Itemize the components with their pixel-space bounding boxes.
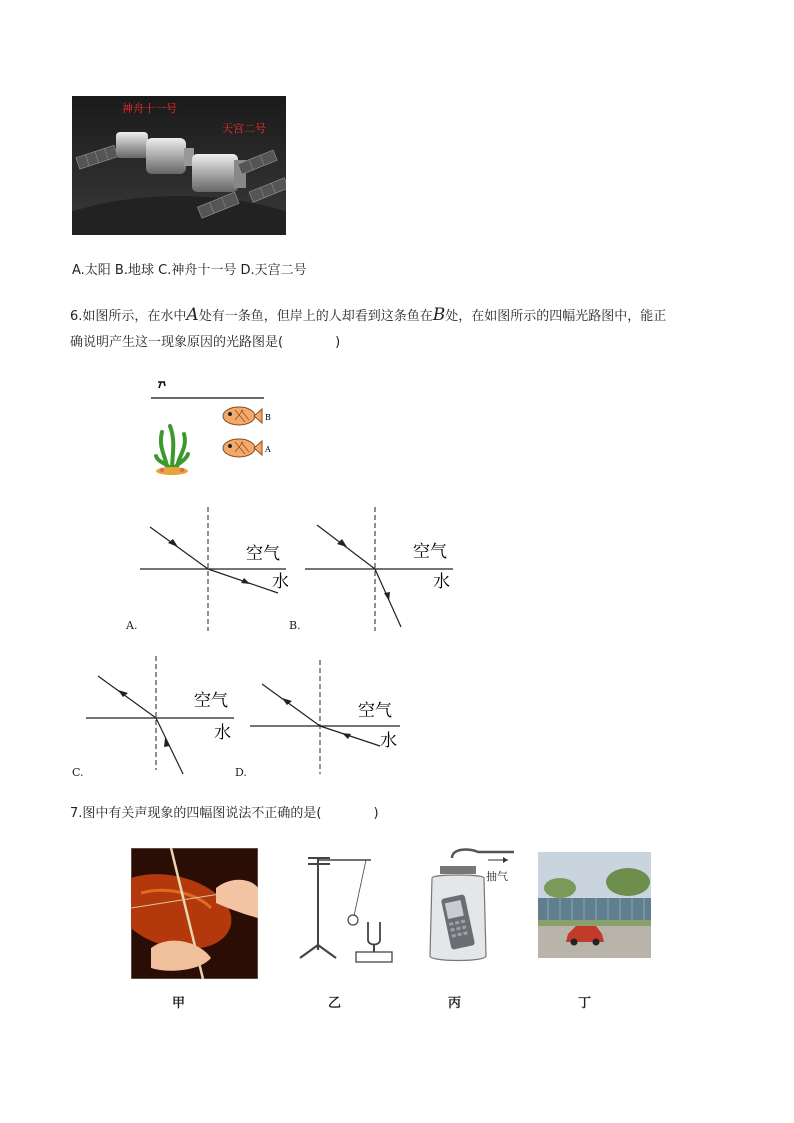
fish-b-marker: B bbox=[265, 413, 271, 422]
noise-barrier-photo bbox=[538, 852, 651, 958]
diagram-d-water-label: 水 bbox=[380, 731, 397, 751]
diagram-c-air-label: 空气 bbox=[194, 691, 228, 711]
tiangong-label: 天宫二号 bbox=[222, 122, 266, 135]
diagram-c-option: C. bbox=[72, 766, 84, 779]
bell-jar-phone-figure bbox=[418, 848, 520, 966]
caption-jia: 甲 bbox=[172, 996, 186, 1011]
q6-stem-line1 bbox=[70, 305, 666, 327]
eye-icon bbox=[158, 382, 165, 388]
q6-var-a: A bbox=[186, 305, 199, 325]
diagram-c-water-label: 水 bbox=[214, 723, 231, 743]
diagram-b-water-label: 水 bbox=[433, 572, 450, 592]
fish-a-icon bbox=[223, 439, 262, 457]
tuning-fork-figure bbox=[296, 850, 396, 970]
light-path-diagram-d bbox=[250, 660, 402, 776]
diagram-d-air-label: 空气 bbox=[358, 701, 392, 721]
fish-b-icon bbox=[223, 407, 262, 425]
spacecraft-docking-photo bbox=[72, 96, 286, 235]
q6-stem-part2: 处有一条鱼，但岸上的人却看到这条鱼在 bbox=[198, 309, 433, 324]
violin-photo bbox=[131, 848, 258, 979]
q7-stem: 7.图中有关声现象的四幅图说法不正确的是( ) bbox=[70, 806, 379, 821]
pump-out-label: 抽气 bbox=[486, 870, 508, 883]
fish-a-marker: A bbox=[265, 445, 271, 454]
water-plant-icon bbox=[156, 426, 188, 475]
q6-stem-line2: 确说明产生这一现象原因的光路图是( ) bbox=[70, 335, 341, 350]
diagram-d-option: D. bbox=[235, 766, 247, 779]
q6-stem-part3: 处，在如图所示的四幅光路图中，能正 bbox=[445, 309, 667, 324]
light-path-diagram-a bbox=[138, 505, 288, 633]
q5-options: A.太阳 B.地球 C.神舟十一号 D.天宫二号 bbox=[72, 263, 307, 278]
light-path-diagram-c bbox=[86, 656, 236, 774]
caption-bing: 丙 bbox=[448, 996, 462, 1011]
diagram-a-water-label: 水 bbox=[272, 572, 288, 592]
diagram-b-air-label: 空气 bbox=[413, 542, 447, 562]
caption-yi: 乙 bbox=[328, 996, 342, 1011]
q6-stem-part1: 6.如图所示，在水中 bbox=[70, 309, 187, 324]
fish-scene-figure bbox=[148, 376, 278, 486]
diagram-b-option: B. bbox=[289, 619, 301, 632]
diagram-a-option: A. bbox=[126, 619, 138, 632]
diagram-a-air-label: 空气 bbox=[246, 544, 280, 564]
caption-ding: 丁 bbox=[578, 996, 592, 1011]
light-path-diagram-b bbox=[303, 505, 455, 633]
q6-var-b: B bbox=[432, 305, 446, 325]
shenzhou-label: 神舟十一号 bbox=[122, 102, 177, 115]
